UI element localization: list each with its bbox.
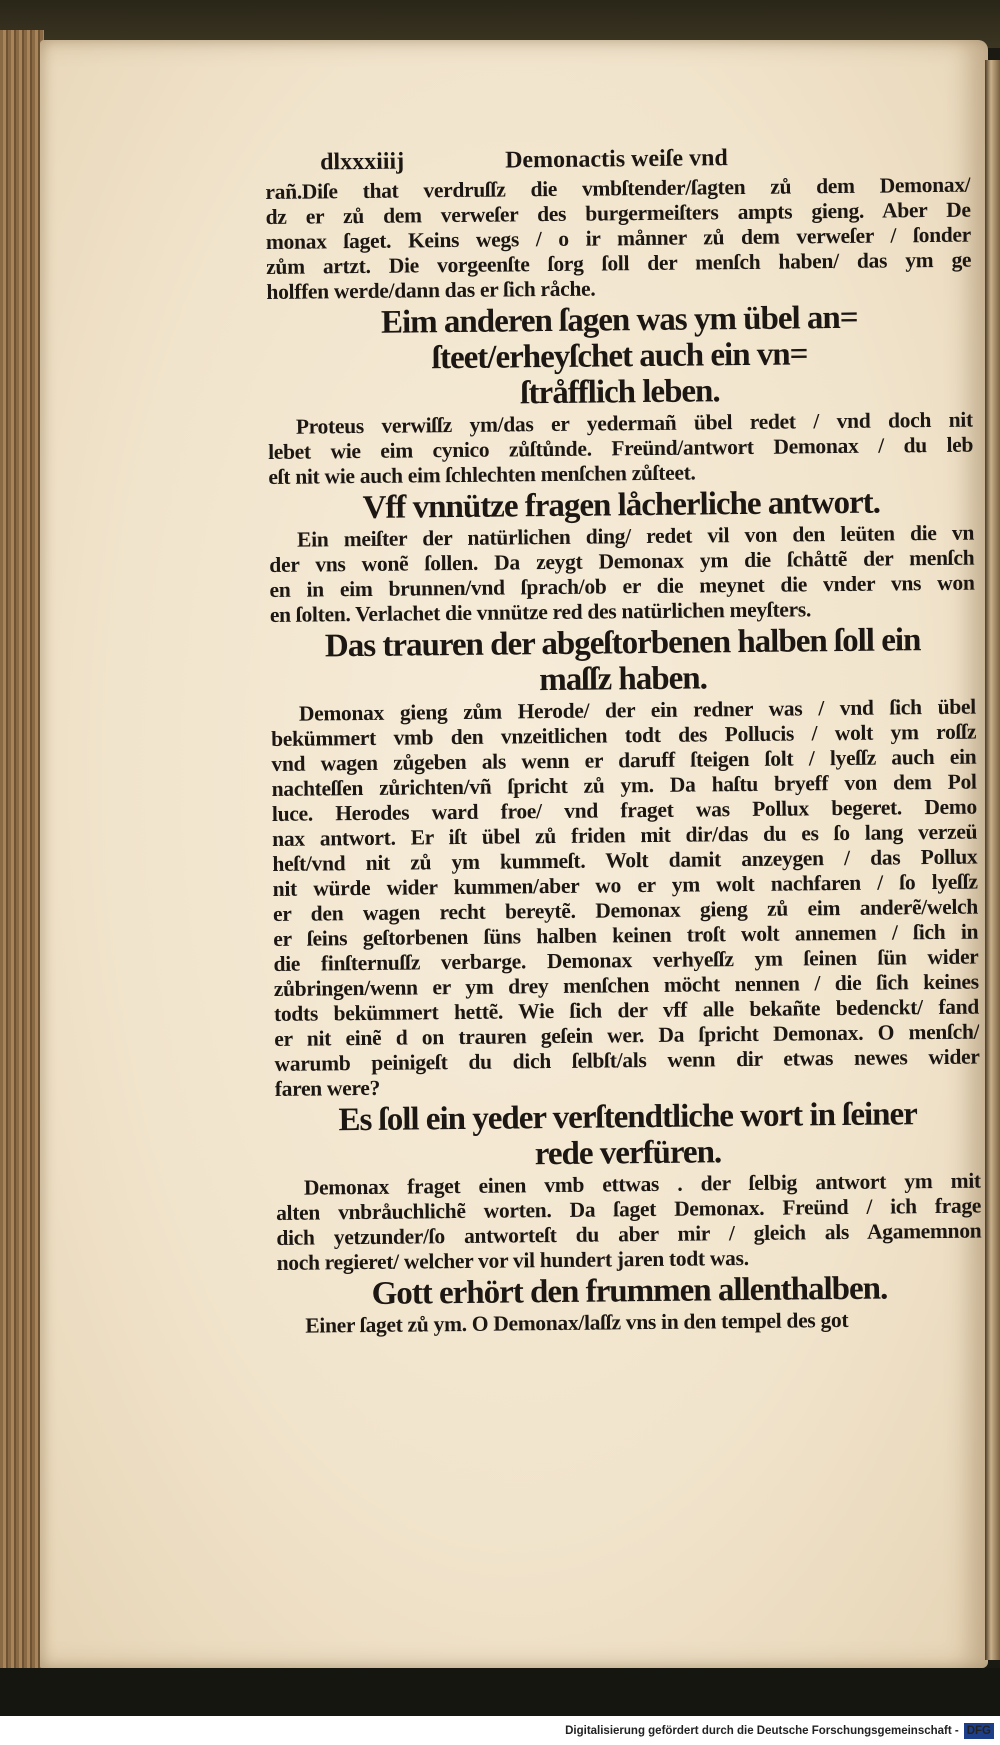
text-line: todts bekümmert hettẽ. Wie ſich der vff alle bekañte bedenckt/ fand xyxy=(273,994,980,1026)
text-line: bekümmert vmb den vnzeitlichen todt des Pollucis / wolt ym roſſz xyxy=(271,719,977,751)
credit-text: Digitalisierung gefördert durch die Deutsche Forschungsgemeinschaft - xyxy=(565,1724,959,1737)
text-line: er den wagen recht bereytẽ. Demonax gieng zů eim anderẽ/welch xyxy=(272,894,979,926)
section-heading xyxy=(269,485,974,526)
paragraph xyxy=(268,408,974,490)
book-page-edges xyxy=(0,30,44,1670)
paragraph xyxy=(276,1169,982,1276)
text-line: dz er zů dem verweſer des burgermeiſters ampts gieng. Aber De xyxy=(265,197,971,229)
section-heading xyxy=(270,623,976,700)
text-line: Proteus verwiſſz ym/das er yedermañ übel redet / vnd doch nit xyxy=(295,407,973,439)
heading-line: ſtråfflich leben. xyxy=(520,373,720,412)
text-line: die finſternuſſz verbarge. Demonax verhyeſſz ym ſeinen ſün wider xyxy=(273,944,979,976)
heading-line: Eim anderen ſagen was ym übel an= xyxy=(380,299,858,341)
text-line: faren were? xyxy=(274,1075,381,1101)
text-blocks xyxy=(265,173,982,1339)
text-line: Einer ſaget zů ym. O Demonax/laſſz vns in den tempel des got xyxy=(305,1307,849,1338)
heading-line: Vff vnnütze fragen låcherliche antwort. xyxy=(362,484,881,526)
paragraph xyxy=(271,695,980,1102)
text-line: nachteſſen zůrichten/vñ ſpricht zů ym. Da haſtu bryeff von dem Pol xyxy=(271,769,977,801)
scanner-background-bottom xyxy=(0,1668,1000,1716)
text-line: warumb peinigeſt du dich ſelbſt/als wenn dir etwas newes wider xyxy=(274,1044,980,1076)
heading-line: Es ſoll ein yeder verſtendtliche wort in ſeiner xyxy=(338,1096,918,1139)
text-line: eſt nit wie auch eim ſchlechten menſchen zůſteet. xyxy=(268,460,696,489)
text-line: alten vnbråuchlichẽ worten. Da ſaget Demonax. Freünd / ich frage xyxy=(276,1193,982,1225)
text-line: vnd wagen zůgeben als wenn er daruff ſteigen ſolt / lyeſſz auch ein xyxy=(271,744,977,776)
heading-line: ſteet/erheyſchet auch ein vn= xyxy=(431,336,808,377)
text-line: er ſeins geſtorbenen ſüns halben keinen troſt wolt annemen / ſich in xyxy=(273,919,979,951)
text-line: en ſolten. Verlachet die vnnütze red des natürlichen meyſters. xyxy=(269,597,812,627)
paragraph xyxy=(269,521,975,628)
book-gutter-edge xyxy=(985,60,1000,1660)
text-line: holffen werde/dann das er ſich råche. xyxy=(266,276,596,304)
text-line: noch regieret/ welcher vor vil hundert jaren todt was. xyxy=(276,1245,749,1275)
paragraph xyxy=(265,173,971,305)
section-heading xyxy=(267,300,973,413)
text-line: Demonax fraget einen vmb ettwas . der ſelbig antwort ym mit xyxy=(303,1168,981,1200)
text-line: der vns wonẽ ſollen. Da zeygt Demonax ym die ſchåttẽ der menſch xyxy=(269,545,975,577)
text-line: heſt/vnd nit zů ym kummeſt. Wolt damit anzeygen / das Pollux xyxy=(272,844,978,876)
text-line: Ein meiſter der natürlichen ding/ redet vil von den leüten die vn xyxy=(296,520,975,552)
text-line: nit würde wider kummen/aber wo er ym wolt nachfaren / ſo lyeſſz xyxy=(272,869,978,901)
running-title: Demonactis weiſe vnd xyxy=(504,145,728,174)
text-line: en in eim brunnen/vnd ſprach/ob er die meynet die vnder vns won xyxy=(269,570,975,602)
text-line: nax antwort. Er iſt übel zů friden mit dir/das du es ſo lang verzeü xyxy=(272,819,978,851)
text-line: luce. Herodes ward froe/ vnd fraget was Pollux begeret. Demo xyxy=(271,794,978,826)
text-line: Demonax gieng zům Herode/ der ein redner was / vnd ſich übel xyxy=(298,694,976,726)
text-line: er nit einẽ d on trauren geſein wer. Da ſpricht Demonax. O menſch/ xyxy=(274,1019,980,1051)
section-heading xyxy=(277,1271,982,1312)
text-line: zům artzt. Die vorgeenſte ſorg ſoll der menſch haben/ das ym ge xyxy=(266,247,972,279)
dfg-logo: DFG xyxy=(964,1723,994,1739)
heading-line: Das trauren der abgeſtorbenen halben ſoll ein xyxy=(324,622,921,665)
heading-line: rede verfüren. xyxy=(534,1134,722,1173)
text-line: lebet wie eim cynico zůſtůnde. Freünd/antwort Demonax / du leb xyxy=(268,432,974,464)
page-text xyxy=(265,143,982,1339)
digitization-credit xyxy=(0,1716,1000,1745)
heading-line: maſſz haben. xyxy=(539,660,708,699)
text-line: dich yetzunder/ſo antworteſt du aber mir / gleich als Agamemnon xyxy=(276,1218,982,1250)
section-heading xyxy=(275,1097,981,1174)
text-line: zůbringen/wenn er ym drey menſchen möcht nennen / die ſich keines xyxy=(273,969,979,1001)
folio-number: dlxxxiiij xyxy=(319,148,405,176)
text-line: monax ſaget. Keins wegs / o ir månner zů dem verweſer / ſonder xyxy=(265,222,972,254)
heading-line: Gott erhört den frummen allenthalben. xyxy=(371,1270,888,1312)
text-line: rañ.Diſe that verdruſſz die vmbſtender/ſagten zů dem Demonax/ xyxy=(265,172,971,204)
